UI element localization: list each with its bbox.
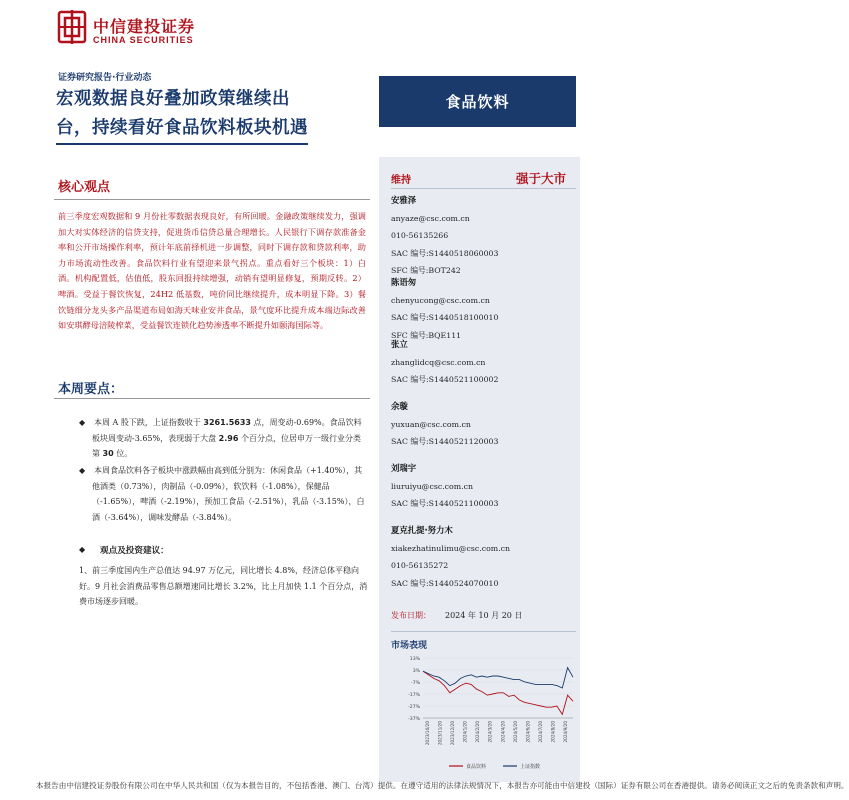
- analyst-card: 余璇 yuxuan@csc.com.cn SAC 编号:S1440521120003: [391, 401, 499, 447]
- core-text: 前三季度宏观数据和 9 月份社零数据表现良好，有所回暖。金融政策继续发力，强调加大对实体经济的信贷支持，促进货币信贷总量合理增长。人民银行下调存款准备金率和公开市场操作利率，预计年底前择机进一步调整，同时下调存款和贷款利率，助力市场流动性改善。食品饮料行业有望迎来景气拐点。重点看好三个板块：1）白酒。机构配置低，估值低，股东回报持续增强，动销有望明显修复，预期反转。2）啤酒。受益于餐饮恢复，24H2 低基数，吨价同比继续提升，成本明显下降。3）餐饮链细分龙头多产品渠道布局如海天味业安井食品，景气度环比提升成本端边际改善如安琪酵母涪陵榨菜，受益餐饮连锁化趋势渗透率不断提升如颐海国际等。: [58, 211, 366, 331]
- weekly-divider: [54, 398, 370, 399]
- bullet-subsectors: 本周食品饮料各子板块中涨跌幅由高到低分别为：休闲食品（+1.40%），其他酒类（0.73%），肉制品（-0.09%），软饮料（-1.08%），保健品（-1.65%），啤酒（-2.19%），预加工食品（-2.51%），乳品（-3.15%），白酒（-3.64%），调味发酵品（-3.84%）。: [92, 466, 365, 522]
- x-tick-label: 2023/10/20: [425, 721, 430, 746]
- title-line-1: 宏观数据良好叠加政策继续出: [56, 89, 290, 109]
- x-tick-label: 2024/9/20: [563, 721, 568, 743]
- analyst-card: 安雅泽 anyaze@csc.com.cn 010-56135266 SAC 编号:S1440518060003 SFC 编号:BOT242: [391, 195, 499, 276]
- brand-logo: [57, 10, 257, 48]
- analyst-card: 夏克扎提·努力木 xiakezhatinulimu@csc.com.cn 010-56135272 SAC 编号:S1440524070010: [391, 525, 511, 588]
- analyst-card: 张立 zhanglidcq@csc.com.cn SAC 编号:S1440521100002: [391, 339, 499, 385]
- x-tick-label: 2024/4/20: [500, 721, 506, 743]
- report-series: 证券研究报告·行业动态: [58, 73, 152, 83]
- bullet-market: 本周 A 股下跌，上证指数收于 3261.5633 点，周变动-0.69%。食品饮料板块周变动-3.65%，表现弱于大盘 2.96 个百分点，位居申万一级行业分类第 30 位。: [92, 418, 362, 458]
- series-line: [423, 671, 573, 714]
- x-tick-label: 2024/8/20: [550, 721, 556, 743]
- csc-seal-icon: [57, 10, 87, 44]
- title-line-2: 台，持续看好食品饮料板块机遇: [56, 114, 308, 145]
- market-title: 市场表现: [391, 641, 428, 651]
- weekly-heading: 本周要点：: [58, 382, 124, 397]
- x-tick-label: 2024/7/20: [537, 721, 543, 743]
- rating: [391, 165, 576, 189]
- rating-label: 维持: [391, 175, 411, 186]
- y-tick-label: -17%: [408, 693, 420, 698]
- y-tick-label: -27%: [408, 705, 420, 710]
- analyst-card: 陈语匆 chenyucong@csc.com.cn SAC 编号:S1440518100010 SFC 编号:BQE111: [391, 277, 499, 340]
- bullet-diamond-icon: ◆: [79, 418, 86, 427]
- x-tick-label: 2024/5/20: [512, 721, 518, 743]
- bullet-diamond-icon: ◆: [79, 545, 86, 554]
- series-line: [423, 668, 573, 688]
- x-tick-label: 2024/6/20: [525, 721, 531, 743]
- advice-heading: 观点及投资建议：: [100, 546, 169, 556]
- x-tick-label: 2023/11/20: [437, 721, 443, 746]
- y-tick-label: 13%: [409, 657, 420, 662]
- rating-value: 强于大市: [515, 171, 566, 186]
- legend-label: 食品饮料: [466, 764, 487, 770]
- x-tick-label: 2024/3/20: [487, 721, 493, 743]
- x-tick-label: 2023/12/20: [450, 721, 456, 746]
- sector-label: 食品饮料: [379, 76, 576, 127]
- bullet-diamond-icon: ◆: [79, 466, 86, 475]
- brand-name-cn: 中信建投证券: [93, 17, 196, 36]
- publish-date: 发布日期： 2024 年 10 月 20 日: [391, 611, 523, 620]
- report-title: [56, 85, 362, 145]
- core-heading: 核心观点: [58, 180, 111, 195]
- brand-name-en: CHINA SECURITIES: [93, 35, 194, 45]
- legend-label: 上证指数: [520, 764, 541, 770]
- y-tick-label: -7%: [411, 681, 420, 686]
- y-tick-label: -37%: [408, 717, 420, 722]
- disclaimer: 本报告由中信建投证券股份有限公司在中华人民共和国（仅为本报告目的，不包括香港、澳门、台湾）提供。在遵守适用的法律法规情况下，本报告亦可能由中信建投（国际）证券有限公司在香港提供。请务必阅读正文之后的免责条款和声明。: [36, 781, 849, 790]
- advice-point-1: 1、前三季度国内生产总值达 94.97 万亿元，同比增长 4.8%，经济总体平稳向好。9 月社会消费品零售总额增速同比增长 3.2%，比上月加快 1.1 个百分点，消费市场逐步回暖。: [79, 566, 368, 606]
- market-divider: [391, 631, 576, 632]
- x-tick-label: 2024/1/20: [462, 721, 468, 743]
- x-tick-label: 2024/2/20: [475, 721, 481, 743]
- y-tick-label: 3%: [412, 669, 420, 674]
- market-chart: [401, 652, 581, 770]
- core-divider: [54, 199, 370, 200]
- analyst-card: 刘瑞宇 liuruiyu@csc.com.cn SAC 编号:S1440521100003: [391, 463, 499, 509]
